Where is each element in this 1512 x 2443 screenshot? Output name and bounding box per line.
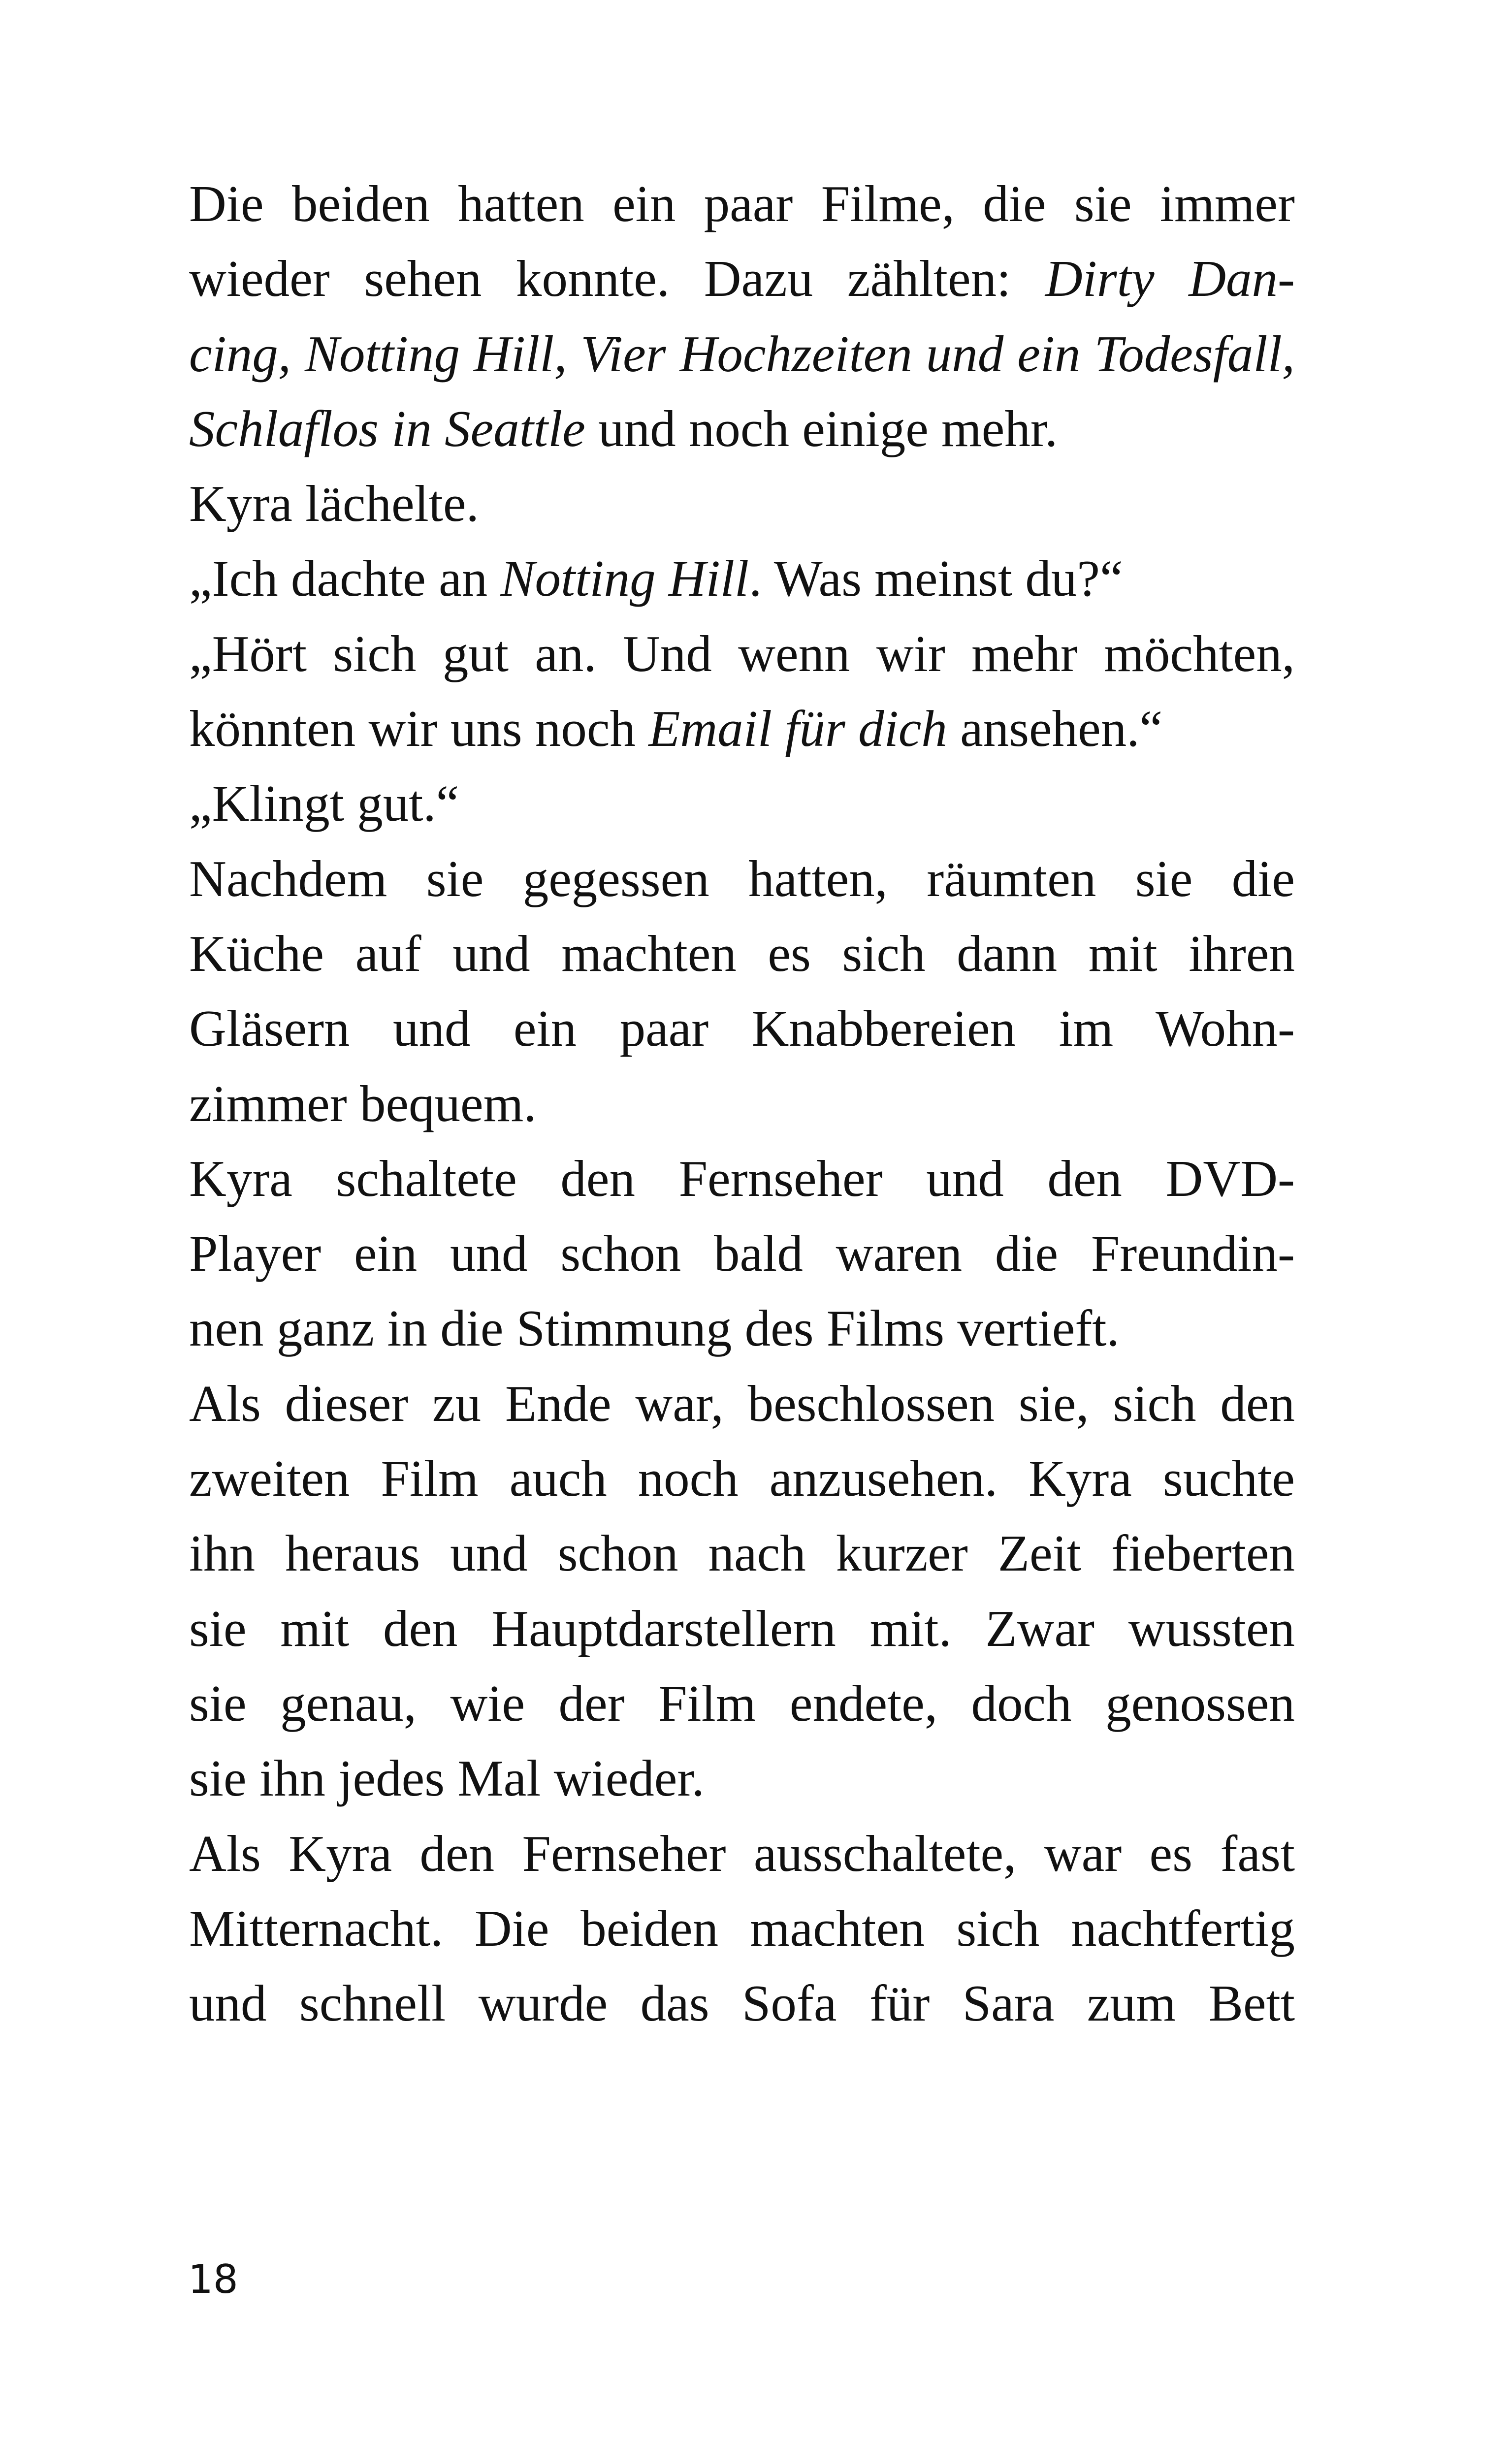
page-body-text [189, 166, 1295, 2041]
text-segment: Mitternacht. Die beiden machten sich nachtfertig [189, 1899, 1295, 1957]
text-segment: Kyra schaltete den Fernseher und den DVD- [189, 1149, 1295, 1207]
text-segment: Nachdem sie gegessen hatten, räumten sie die [189, 849, 1295, 907]
text-segment: „Hört sich gut an. Und wenn wir mehr möchten, [189, 624, 1295, 682]
text-line [189, 1366, 1295, 1441]
text-line [189, 317, 1295, 391]
text-segment: sie ihn jedes Mal wieder. [189, 1749, 705, 1807]
text-segment: und schnell wurde das Sofa für Sara zum Bett [189, 1974, 1295, 2032]
text-line [189, 841, 1295, 916]
text-line [189, 1591, 1295, 1666]
italic-title-text: Email für dich [648, 700, 947, 758]
italic-title-text: Schlaflos in Seattle [189, 399, 585, 457]
text-segment: Kyra lächelte. [189, 475, 479, 533]
text-line [189, 1441, 1295, 1516]
text-segment: „Ich dachte an [189, 549, 501, 608]
text-line [189, 1816, 1295, 1891]
italic-title-text: cing, Notting Hill, Vier Hochzeiten und ein Todesfall, [189, 324, 1295, 383]
italic-title-text: Notting Hill [500, 549, 749, 608]
italic-title-text: Dirty Dan- [1045, 250, 1295, 308]
text-line [189, 1141, 1295, 1216]
text-segment: Die beiden hatten ein paar Filme, die sie immer [189, 175, 1295, 232]
text-line [189, 691, 1295, 766]
text-line [189, 166, 1295, 241]
text-line [189, 1516, 1295, 1591]
text-segment: zimmer bequem. [189, 1074, 537, 1132]
text-segment: ansehen.“ [947, 700, 1163, 758]
text-segment: Als Kyra den Fernseher ausschaltete, war es fast [189, 1824, 1295, 1882]
text-segment: Gläsern und ein paar Knabbereien im Wohn- [189, 999, 1295, 1058]
text-line [189, 466, 1295, 541]
text-line [189, 1741, 1295, 1816]
text-segment: sie genau, wie der Film endete, doch genossen [189, 1674, 1295, 1732]
text-segment: Player ein und schon bald waren die Freundin- [189, 1224, 1295, 1283]
text-segment: und noch einige mehr. [585, 399, 1058, 457]
text-line [189, 1291, 1295, 1366]
text-segment: Als dieser zu Ende war, beschlossen sie, sich den [189, 1374, 1295, 1432]
text-line [189, 1216, 1295, 1291]
text-line [189, 541, 1295, 616]
text-line [189, 916, 1295, 991]
text-line [189, 766, 1295, 841]
text-line [189, 1891, 1295, 1966]
text-segment: könnten wir uns noch [189, 700, 649, 758]
text-segment: Küche auf und machten es sich dann mit ihren [189, 924, 1295, 982]
page-number: 18 [188, 2256, 238, 2302]
text-line [189, 991, 1295, 1066]
text-segment: wieder sehen konnte. Dazu zählten: [189, 250, 1045, 308]
text-line [189, 1066, 1295, 1141]
text-line [189, 1666, 1295, 1741]
text-segment: . Was meinst du?“ [749, 549, 1123, 608]
text-segment: nen ganz in die Stimmung des Films vertieft. [189, 1299, 1120, 1357]
text-line [189, 1966, 1295, 2041]
text-line [189, 391, 1295, 466]
text-line [189, 616, 1295, 691]
text-segment: zweiten Film auch noch anzusehen. Kyra suchte [189, 1449, 1295, 1508]
text-segment: sie mit den Hauptdarstellern mit. Zwar wussten [189, 1599, 1295, 1657]
text-segment: ihn heraus und schon nach kurzer Zeit fieberten [189, 1524, 1295, 1582]
text-line [189, 241, 1295, 316]
text-segment: „Klingt gut.“ [189, 774, 459, 833]
